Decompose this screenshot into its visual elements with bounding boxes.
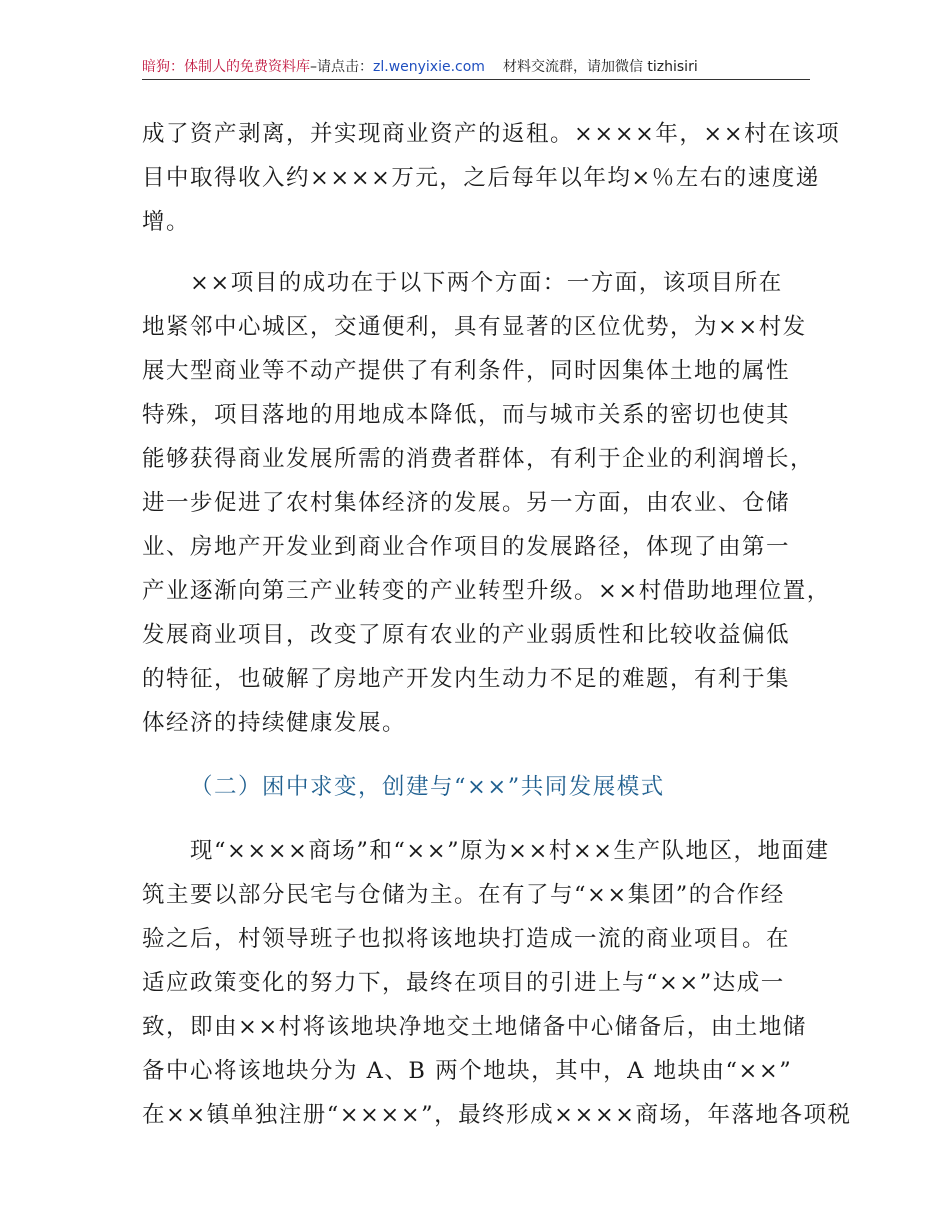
text-line: 增。 [142, 209, 191, 235]
section-heading: （二）困中求变，创建与“××”共同发展模式 [190, 774, 665, 800]
paragraph-3 [142, 829, 852, 1137]
text-line: 验之后，村领导班子也拟将该地块打造成一流的商业项目。在 [142, 926, 791, 952]
text-line: 发展商业项目，改变了原有农业的产业弱质性和比较收益偏低 [142, 622, 791, 648]
header-click-text: –请点击： [310, 59, 373, 75]
text-line: 业、房地产开发业到商业合作项目的发展路径，体现了由第一 [142, 534, 791, 560]
text-line: 目中取得收入约××××万元，之后每年以年均×％左右的速度递 [142, 165, 820, 191]
text-line: 在××镇单独注册“××××”，最终形成××××商场，年落地各项税 [142, 1102, 852, 1128]
text-line: 进一步促进了农村集体经济的发展。另一方面，由农业、仓储 [142, 490, 791, 516]
text-line: 特殊，项目落地的用地成本降低，而与城市关系的密切也使其 [142, 402, 791, 428]
text-line: 适应政策变化的努力下，最终在项目的引进上与“××”达成一 [142, 970, 785, 996]
text-line: 致，即由××村将该地块净地交土地储备中心储备后，由土地储 [142, 1014, 807, 1040]
text-line: 现“××××商场”和“××”原为××村××生产队地区，地面建 [190, 838, 830, 864]
header-group-text: 材料交流群，请加微信 tizhisiri [502, 59, 698, 75]
text-line: 地紧邻中心城区，交通便利，具有显著的区位优势，为××村发 [142, 314, 807, 340]
text-line: 产业逐渐向第三产业转变的产业转型升级。××村借助地理位置， [142, 578, 831, 604]
header-divider [142, 79, 810, 80]
text-line: 能够获得商业发展所需的消费者群体，有利于企业的利润增长， [142, 446, 815, 472]
text-line: 展大型商业等不动产提供了有利条件，同时因集体土地的属性 [142, 358, 791, 384]
text-line: 成了资产剥离，并实现商业资产的返租。××××年，××村在该项 [142, 121, 841, 147]
header-url-link[interactable]: zl.wenyixie.com [373, 59, 485, 75]
paragraph-1 [142, 112, 841, 244]
text-line: 的特征，也破解了房地产开发内生动力不足的难题，有利于集 [142, 666, 791, 692]
document-body [142, 112, 852, 1137]
text-line: 备中心将该地块分为 A、B 两个地块，其中，A 地块由“××” [142, 1058, 793, 1084]
header-brand: 暗狗：体制人的免费资料库 [142, 59, 310, 75]
text-line: 体经济的持续健康发展。 [142, 710, 407, 736]
text-line: 筑主要以部分民宅与仓储为主。在有了与“××集团”的合作经 [142, 882, 785, 908]
text-line: ××项目的成功在于以下两个方面：一方面，该项目所在 [190, 270, 783, 296]
paragraph-2 [142, 261, 831, 745]
